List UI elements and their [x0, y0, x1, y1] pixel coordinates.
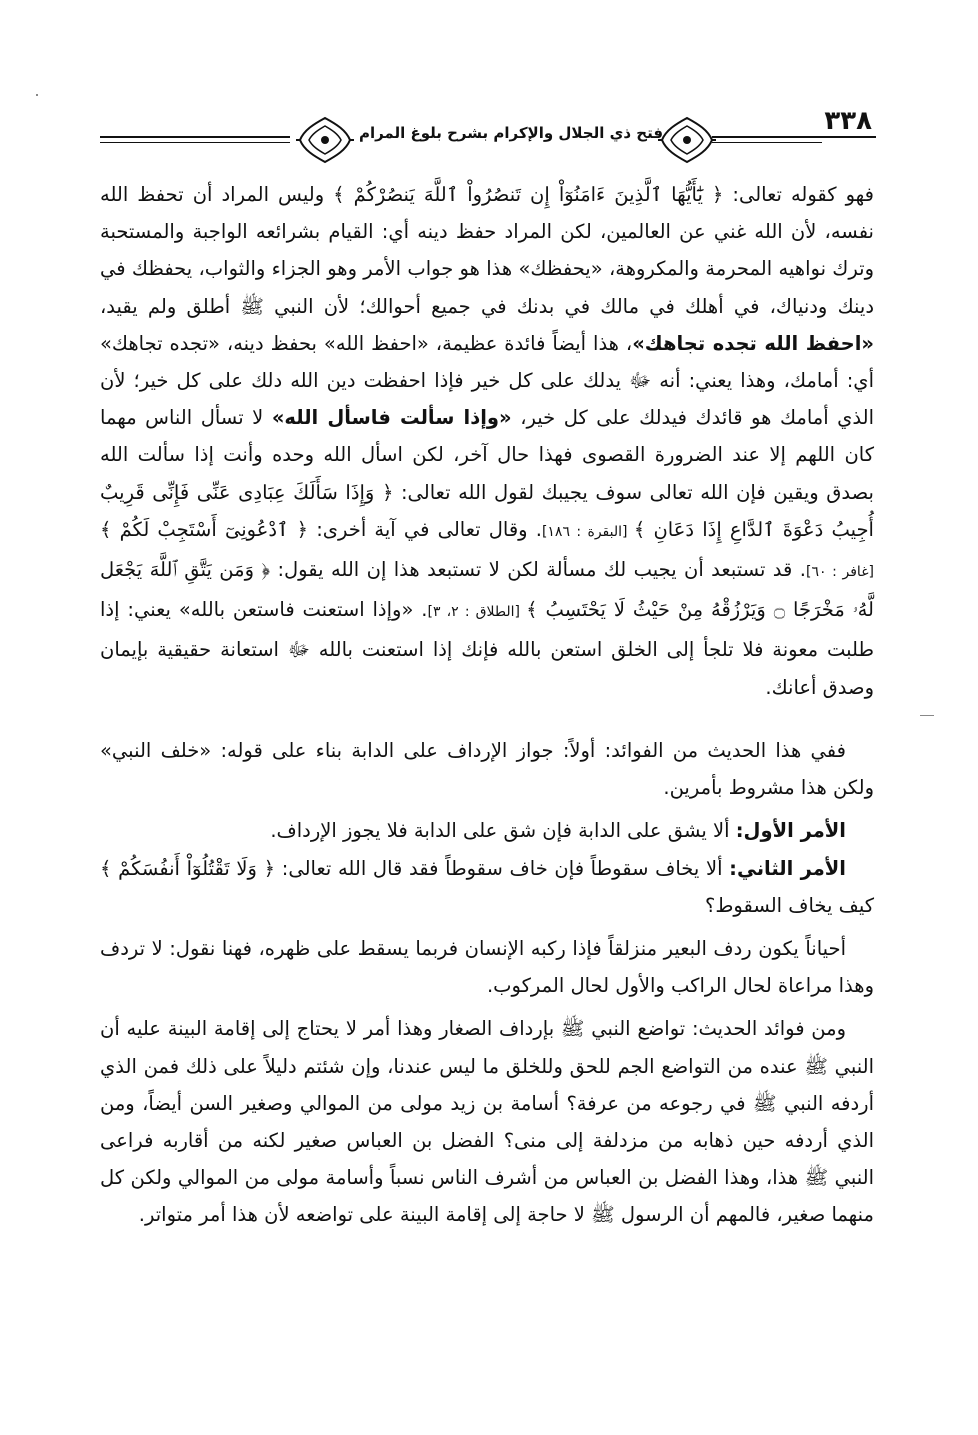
text-run: . «وإذا استعنت فاستعن بالله» يعني: إذا طلبت معونة فلا تلجأ إلى الخلق استعن بالله فإنك إذا استعنت بالله ﷻ استعانة حقيقية بإيمان وصدق أعانك. [100, 598, 874, 699]
verse-reference: [البقرة : ١٨٦] [541, 523, 634, 540]
text-run: ، هذا أيضاً فائدة عظيمة، «احفظ الله» بحفظ دينه، «تجده تجاهك» أي: أمامك، وهذا يعني: أنه ﷻ يدلك على كل خير فإذا احفظت دين الله دلك على كل خير؛ لأن الذي أمامك هو قائدك فيدلك على كل خير، [100, 331, 875, 430]
emphasis-text: الأمر الثاني: [729, 856, 846, 880]
text-run: ألا يخاف سقوطاً فإن خاف سقوطاً فقد قال الله تعالى: [275, 856, 730, 880]
page-header [100, 106, 876, 172]
scan-margin-mark [920, 715, 934, 716]
verse-reference: [غافر : ٦٠] [805, 564, 874, 581]
paragraph [100, 812, 874, 849]
quran-verse: ﴿ يَٰٓأَيُّهَا ٱلَّذِينَ ءَامَنُوٓاْ إِن تَنصُرُواْ ٱللَّهَ يَنصُرْكُمْ ﴾ [333, 183, 724, 206]
text-run: ففي هذا الحديث من الفوائد: أولاً: جواز الإرداف على الدابة بناء على قوله: «خلف النبي» ولكن هذا مشروط بأمرين. [100, 739, 874, 800]
emphasis-text: الأمر الأول: [735, 819, 846, 843]
paragraph [100, 732, 874, 806]
header-rule-left-thin [100, 142, 290, 143]
emphasis-text: «احفظ الله تجده تجاهك» [632, 331, 874, 355]
quran-verse: ﴿ وَإِذَا سَأَلَكَ عِبَادِى عَنِّى فَإِنِّى قَرِيبٌ أُجِيبُ دَعْوَةَ ٱلدَّاعِ إِذَا دَعَانِ ﴾ [100, 480, 874, 541]
text-run: ألا يشق على الدابة فإن شق على الدابة فلا يجوز الإرداف. [270, 819, 736, 843]
paragraph [100, 850, 874, 924]
page-number: ٣٣٨ [824, 106, 872, 136]
text-run: أحياناً يكون ردف البعير منزلقاً فإذا ركبه الإنسان فربما يسقط على ظهره، فهنا نقول: لا تردف وهذا مراعاة لحال الراكب والأول لحال المركوب. [100, 937, 874, 998]
text-run: لا تسأل الناس مهما كان اللهم إلا عند الضرورة القصوى فهذا حال آخر، لكن اسأل الله وحده وأنت إذا سألت الله بصدق ويقين فإن الله تعالى سوف يجيبك لقول الله تعالى: [100, 406, 874, 504]
verse-reference: [الطلاق : ٢، ٣] [427, 604, 527, 621]
paragraph [100, 1010, 874, 1233]
page-body [100, 176, 874, 706]
text-run: كيف يخاف السقوط؟ [705, 893, 874, 917]
quran-verse: ﴿ ٱدْعُونِىٓ أَسْتَجِبْ لَكُمْ ﴾ [100, 517, 309, 541]
emphasis-text: «وإذا سألت فاسأل الله» [271, 406, 512, 430]
header-rule-right [712, 136, 876, 138]
header-rule-right-thin [712, 142, 822, 143]
text-run: وليس المراد أن تحفظ الله نفسه، لأن الله غني عن العالمين، لكن المراد حفظ دينه أي: القيام بشرائعه الواجبة والمستحبة وترك نواهيه المحرمة والمكروهة، «يحفظك» هذا هو جواب الأمر وهو الجزاء والثواب، يحفظك في دينك ودنياك، في أهلك في مالك في بدنك في جميع أحوالك؛ لأن النبي ﷺ أطلق ولم يقيد، [100, 183, 874, 318]
paragraph [100, 176, 874, 706]
quran-verse: ﴿ وَمَن يَتَّقِ ٱللَّهَ يَجْعَل لَّهُۥ مَخْرَجًا ۝ وَيَرْزُقْهُ مِنْ حَيْثُ لَا يَحْتَسِبُ ﴾ [100, 558, 874, 622]
ornament-right-icon [658, 114, 716, 166]
book-title: فتح ذي الجلال والإكرام بشرح بلوغ المرام [358, 124, 664, 142]
scan-margin-mark [36, 94, 38, 96]
ornament-left-icon [296, 114, 354, 166]
text-run: فهو كقوله تعالى: [723, 183, 874, 206]
quran-verse: ﴿ وَلَا تَقْتُلُوٓاْ أَنفُسَكُمْ ﴾ [100, 856, 276, 880]
text-run: ومن فوائد الحديث: تواضع النبي ﷺ بإرداف الصغار وهذا أمر لا يحتاج إلى إقامة البينة عليه أن النبي ﷺ عنده من التواضع الجم للحق وللخلق ما ليس عندنا، وإن شئتم دليلاً على ذلك فمن الذي أردفه النبي ﷺ في رجوعه من عرفة؟ أسامة بن زيد مولى من الموالي وصغير السن أيضاً، ومن الذي أردفه حين ذهابه من مزدلفة إلى منى؟ الفضل بن العباس صغير لكنه من أقاربه فراعى النبي ﷺ هذا، وهذا الفضل بن العباس من أشرف الناس نسباً وأسامة مولى من الموالي ولكن كل منهما صغير، فالمهم أن الرسول ﷺ لا حاجة إلى إقامة البينة على تواضعه لأن هذا أمر متواتر. [100, 1017, 874, 1227]
paragraph [100, 930, 874, 1004]
page-body-benefits [100, 732, 874, 1234]
header-rule-left [100, 136, 290, 138]
text-run: . وقال تعالى في آية أخرى: [308, 517, 542, 541]
text-run: . قد تستبعد أن يجيب لك مسألة لكن لا تستبعد هذا إن الله يقول: [270, 558, 806, 582]
